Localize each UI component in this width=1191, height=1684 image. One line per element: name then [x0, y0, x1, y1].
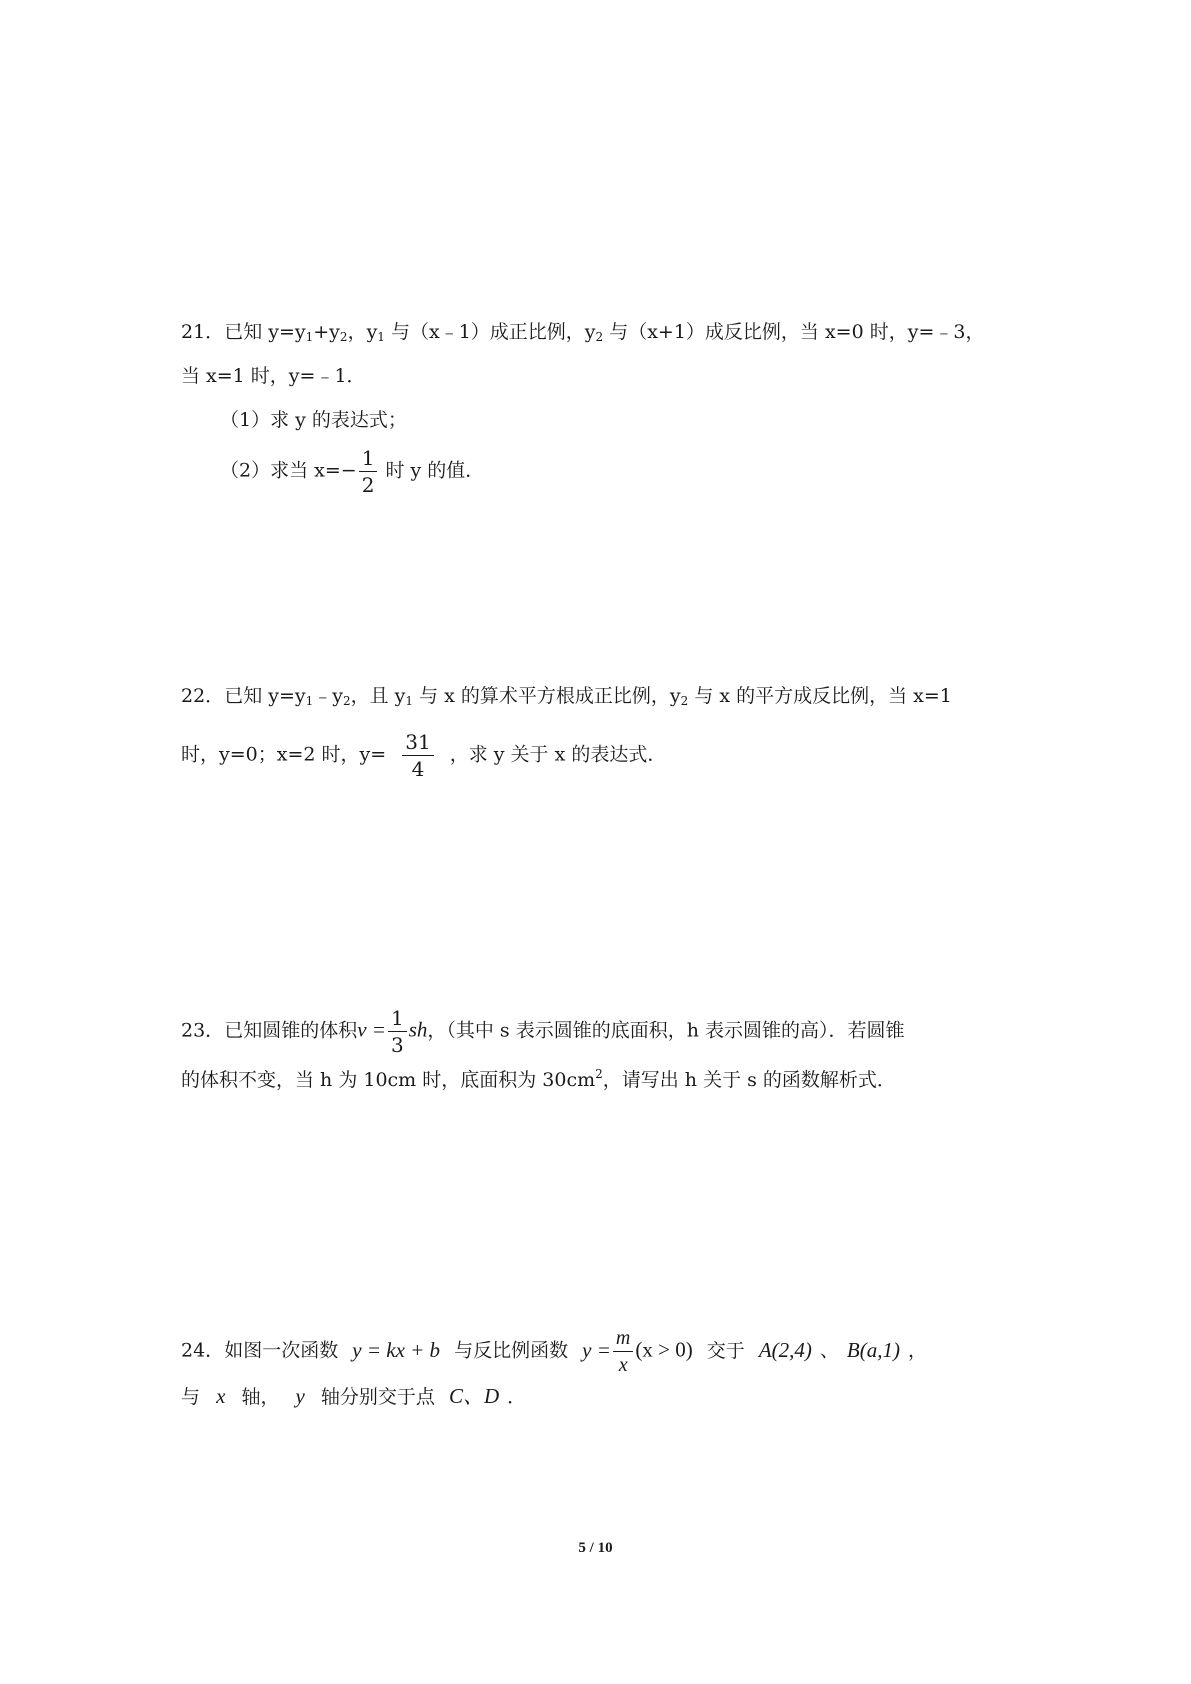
question-24-line-2: 与 x 轴， y 轴分别交于点 C、D ． [181, 1384, 527, 1408]
question-21-part-1: （1）求 y 的表达式； [220, 409, 407, 431]
question-number: 23． [181, 1019, 225, 1042]
question-22-line-2: 时，y=0；x=2 时，y= $\frac{31}{4}$ ，求 y 关于 x 的表达式． [181, 730, 667, 781]
question-24-line-1: 24．如图一次函数 y = kx + b 与反比例函数 y = $\frac{m}{x}$ (x > 0) 交于 A(2,4) 、 B(a,1) ， [181, 1327, 928, 1376]
question-21-line-2: 当 x=1 时，y=﹣1． [181, 365, 366, 387]
question-21-line-1: 21．已知 $y=y_1+y_2$，$y_1$ 与（x﹣1）成正比例，$y_2$ 与（x+1）成反比例，当 x=0 时，y=﹣3， [181, 321, 985, 344]
question-number: 21． [181, 321, 225, 343]
question-22-line-1: 22．已知 $y=y_1﹣y_2$，且 $y_1$ 与 x 的算术平方根成正比例，$y_2$ 与 x 的平方成反比例，当 x=1 [181, 685, 952, 708]
question-23-line-1: 23．已知圆锥的体积v = $\frac{1}{3}$ sh，（其中 s 表示圆锥的底面积，h 表示圆锥的高）．若圆锥 [181, 1006, 905, 1057]
question-23-line-2: 的体积不变，当 h 为 10cm 时，底面积为 $30cm^2$，请写出 h 关于 s 的函数解析式． [181, 1067, 896, 1091]
fraction: $\frac{31}{4}$ [402, 732, 433, 779]
fraction: $\frac{1}{2}$ [359, 448, 378, 495]
question-number: 22． [181, 685, 225, 707]
page-number: 5 / 10 [578, 1540, 613, 1556]
question-21-part-2: （2）求当 x=− $\frac{1}{2}$ 时 y 的值． [220, 446, 485, 497]
fraction: $\frac{m}{x}$ [613, 1328, 633, 1375]
fraction: $\frac{1}{3}$ [388, 1008, 407, 1055]
question-number: 24． [181, 1339, 225, 1362]
